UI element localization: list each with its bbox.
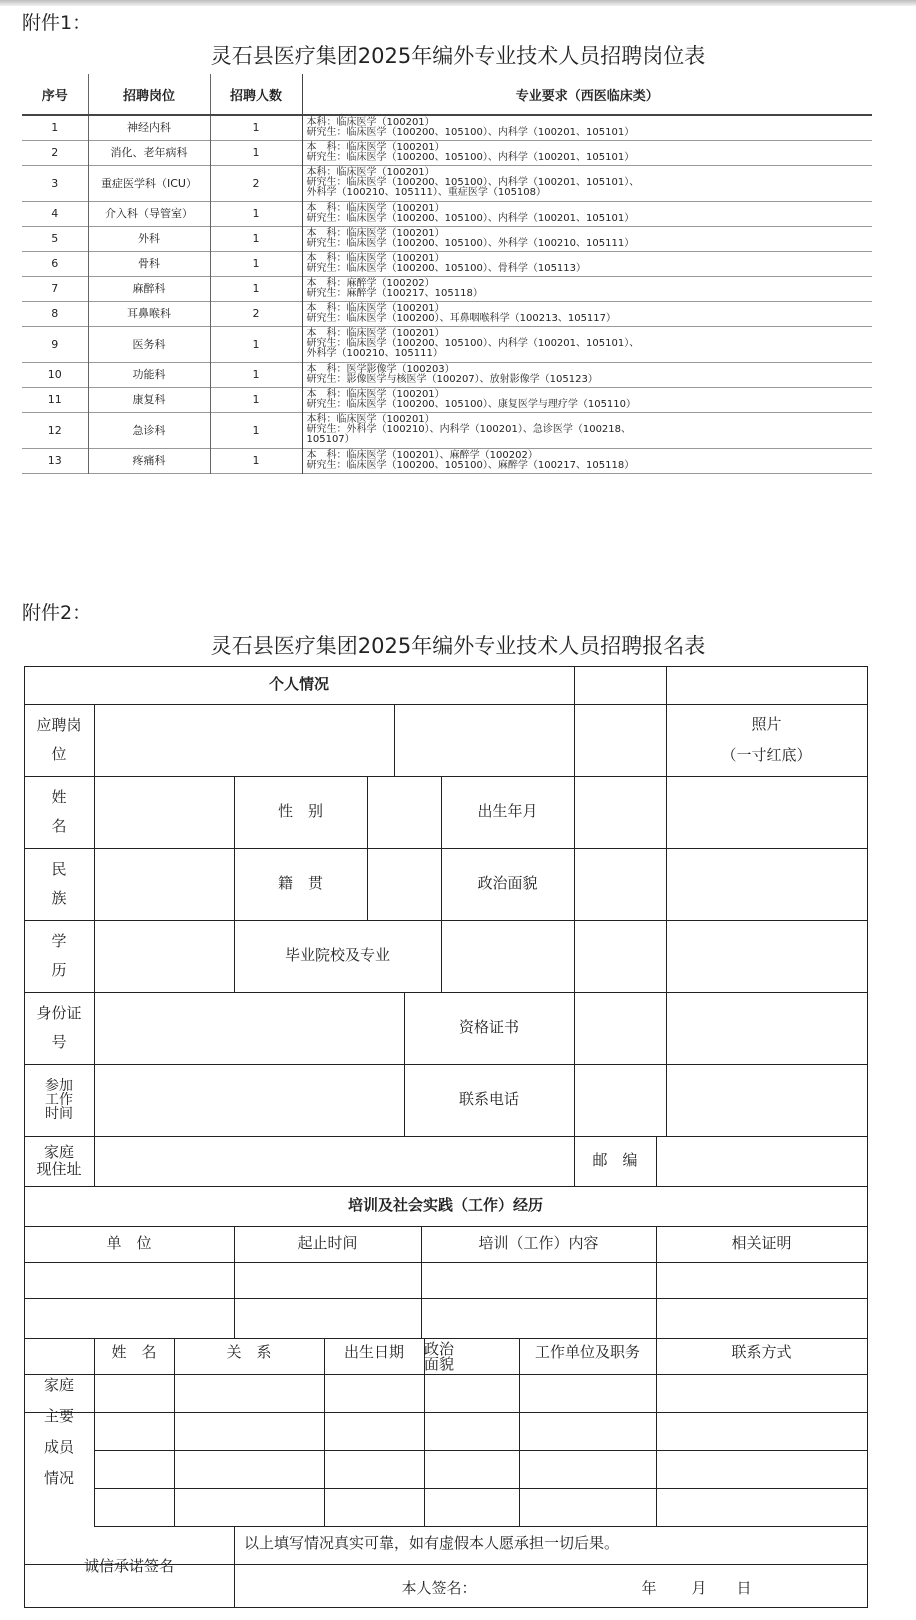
requirement-line: 研究生：临床医学（100200、105100）、内科学（100201、105101）、 [306, 338, 640, 349]
row-post: 医务科 [88, 326, 210, 362]
form-border [867, 666, 868, 1608]
row-post: 疼痛科 [88, 448, 210, 473]
signature-label: 本人签名： [401, 1579, 477, 1598]
table-row [22, 301, 872, 326]
label-part: 族 [51, 889, 67, 907]
requirement-line: 本 科：临床医学（100201） [306, 328, 445, 339]
grid-line [24, 920, 868, 921]
label-part: 政治 [424, 1340, 455, 1358]
row-requirements [302, 362, 872, 387]
row-number: 9 [51, 337, 59, 351]
requirement-line: 本科：临床医学（100201） [306, 414, 435, 425]
row-count: 2 [210, 301, 302, 326]
row-number: 3 [51, 176, 59, 190]
label-part: 家庭 [43, 1375, 74, 1394]
birth-label: 出生年月 [477, 802, 538, 821]
grid-line [574, 666, 575, 777]
name-label [24, 776, 94, 848]
family-col-birth: 出生日期 [343, 1343, 404, 1361]
row-number: 7 [51, 282, 59, 295]
row-number: 12 [47, 423, 62, 437]
training-col-period: 起止时间 [297, 1234, 358, 1253]
row-post: 介入科（导管室） [88, 201, 210, 226]
header-number: 序号 [41, 88, 68, 104]
label-part: 面貌 [424, 1355, 455, 1373]
grid-line [574, 776, 575, 1065]
family-col-contact: 联系方式 [731, 1343, 792, 1361]
requirement-line: 本 科：临床医学（100201） [306, 388, 445, 400]
row-requirements [302, 251, 872, 276]
label-part: 家庭 [43, 1142, 74, 1161]
label-part: 学 [51, 931, 67, 950]
requirement-line: 本 科：临床医学（100201） [306, 227, 445, 239]
row-requirements [302, 326, 872, 362]
requirement-line: 本 科：临床医学（100201） [306, 202, 445, 214]
row-requirements [302, 115, 872, 140]
requirement-line: 本 科：医学影像学（100203） [306, 363, 455, 375]
training-col-proof: 相关证明 [731, 1234, 792, 1253]
row-count: 1 [210, 276, 302, 301]
row-number: 13 [47, 454, 62, 467]
row-requirements [302, 226, 872, 251]
label-part: 位 [51, 745, 67, 763]
registration-form [24, 666, 867, 1607]
requirement-line: 研究生：临床医学（100200、105100）、康复医学与理疗学（105110） [306, 398, 637, 410]
grid-line [94, 1374, 868, 1375]
window-top-edge [0, 0, 916, 6]
row-post: 神经内科 [88, 115, 210, 140]
table-row [22, 362, 872, 387]
attachment1-title: 灵石县医疗集团2025年编外专业技术人员招聘岗位表 [210, 44, 706, 68]
grid-line [94, 1488, 868, 1489]
applied-post-label [24, 704, 94, 776]
requirement-line: 本科：临床医学（100201） [306, 116, 435, 128]
requirement-line: 外科学（100210、105111）、重症医学（105108） [306, 187, 547, 198]
id-number-label [24, 992, 94, 1064]
row-count: 1 [210, 326, 302, 362]
row-number: 5 [51, 232, 59, 245]
day-label: 日 [736, 1579, 752, 1598]
label-part: 成员 [43, 1438, 74, 1456]
requirement-line: 研究生：临床医学（100200、105100）、内科学（100201、105101） [306, 151, 635, 163]
row-post: 康复科 [88, 387, 210, 412]
label-part: 现住址 [36, 1160, 82, 1178]
row-post: 消化、老年病科 [88, 140, 210, 165]
row-number: 11 [47, 393, 62, 406]
label-part: 号 [51, 1033, 67, 1051]
label-part: 工作 [45, 1092, 73, 1108]
grid-line [574, 1064, 575, 1137]
table-row [22, 326, 872, 362]
gender-label: 性 别 [277, 802, 323, 821]
grid-line [94, 1450, 868, 1451]
requirement-line: 本科：临床医学（100201） [306, 167, 435, 178]
row-post: 耳鼻喉科 [88, 301, 210, 326]
table-row [22, 251, 872, 276]
attachment2-title: 灵石县医疗集团2025年编外专业技术人员招聘报名表 [210, 634, 706, 658]
family-members-label [24, 1338, 94, 1526]
label-part: 历 [51, 961, 67, 979]
table-header-row [22, 74, 872, 115]
requirement-line: 研究生：临床医学（100200）、耳鼻咽喉科学（100213、105117） [306, 312, 617, 324]
education-label [24, 920, 94, 992]
table-row [22, 115, 872, 140]
family-col-political [424, 1338, 519, 1374]
phone-label: 联系电话 [458, 1090, 519, 1109]
ethnicity-label [24, 848, 94, 920]
requirement-line: 研究生：影像医学与核医学（100207）、放射影像学（105123） [306, 373, 598, 385]
work-start-label [24, 1064, 94, 1136]
table-row [22, 448, 872, 473]
row-requirements [302, 201, 872, 226]
label-part: 应聘岗 [36, 715, 82, 734]
row-post: 急诊科 [88, 412, 210, 448]
label-part: 主要 [43, 1406, 74, 1425]
row-number: 1 [51, 121, 59, 135]
grid-line [367, 776, 368, 921]
label-part: 时间 [45, 1106, 73, 1122]
requirement-line: 本 科：临床医学（100201） [306, 302, 445, 314]
table-row [22, 387, 872, 412]
row-count: 1 [210, 251, 302, 276]
requirement-line: 研究生：麻醉学（100217、105118） [306, 287, 483, 299]
row-count: 1 [210, 201, 302, 226]
label-part: 身份证 [36, 1003, 82, 1022]
grid-line [94, 704, 95, 1187]
requirement-line: 研究生：临床医学（100200、105100）、内科学（100201、105101） [306, 212, 635, 224]
training-header: 培训及社会实践（工作）经历 [347, 1196, 543, 1215]
row-requirements [302, 140, 872, 165]
table-row [22, 226, 872, 251]
table-row [22, 201, 872, 226]
requirement-line: 105107） [306, 434, 355, 445]
requirement-line: 本 科：临床医学（100201）、麻醉学（100202） [306, 449, 538, 461]
row-number: 2 [51, 146, 59, 159]
requirement-line: 研究生：临床医学（100200、105100）、内科学（100201、105101）、 [306, 177, 640, 188]
row-count: 1 [210, 226, 302, 251]
table-row [22, 140, 872, 165]
photo-text: 照片 [751, 714, 782, 733]
label-part: 姓 [51, 787, 67, 806]
row-requirements [302, 165, 872, 201]
row-requirements [302, 387, 872, 412]
row-requirements [302, 276, 872, 301]
recruitment-positions-table [22, 74, 872, 474]
row-requirements [302, 412, 872, 448]
photo-note: （一寸红底） [721, 746, 812, 764]
grid-line [24, 1262, 868, 1263]
header-requirements: 专业要求（西医临床类） [302, 74, 872, 115]
grid-line [394, 704, 395, 777]
label-part: 情况 [43, 1469, 74, 1488]
requirement-line: 研究生：临床医学（100200、105100）、骨科学（105113） [306, 262, 587, 274]
pledge-text: 以上填写情况真实可靠，如有虚假本人愿承担一切后果。 [244, 1534, 620, 1553]
pledge-label: 诚信承诺签名 [83, 1556, 174, 1575]
requirement-line: 研究生：临床医学（100200、105100）、麻醉学（100217、105118） [306, 459, 635, 471]
family-col-work: 工作单位及职务 [534, 1343, 640, 1361]
address-label [24, 1136, 94, 1186]
grid-line [24, 1298, 868, 1299]
attachment1-label: 附件1： [22, 12, 92, 34]
school-major-label: 毕业院校及专业 [284, 946, 390, 965]
row-requirements [302, 301, 872, 326]
training-col-content: 培训（工作）内容 [478, 1234, 599, 1253]
row-number: 10 [47, 368, 62, 381]
requirement-line: 本 科：麻醉学（100202） [306, 277, 435, 289]
row-count: 1 [210, 362, 302, 387]
row-post: 外科 [88, 226, 210, 251]
row-count: 1 [210, 387, 302, 412]
grid-line [24, 1412, 868, 1413]
family-col-name: 姓 名 [111, 1343, 157, 1361]
row-requirements [302, 448, 872, 473]
requirement-line: 外科学（100210、105111） [306, 348, 443, 359]
family-col-relation: 关 系 [226, 1343, 272, 1361]
row-post: 功能科 [88, 362, 210, 387]
row-count: 2 [210, 165, 302, 201]
row-number: 4 [51, 207, 59, 220]
native-place-label: 籍 贯 [277, 874, 323, 893]
grid-line [24, 1136, 868, 1137]
postcode-label: 邮 编 [592, 1151, 638, 1170]
positions-table-body [22, 115, 872, 473]
row-count: 1 [210, 140, 302, 165]
label-part: 民 [51, 859, 67, 878]
row-count: 1 [210, 448, 302, 473]
grid-line [656, 1136, 657, 1187]
row-post: 骨科 [88, 251, 210, 276]
form-border [24, 1607, 868, 1608]
personal-info-header: 个人情况 [268, 675, 329, 694]
requirement-line: 本 科：临床医学（100201） [306, 252, 445, 264]
training-col-unit: 单 位 [106, 1234, 152, 1253]
table-row [22, 276, 872, 301]
label-part: 名 [51, 817, 67, 835]
requirement-line: 研究生：临床医学（100200、105100）、外科学（100210、105111） [306, 237, 635, 249]
year-label: 年 [641, 1579, 657, 1598]
photo-label [666, 704, 867, 776]
requirement-line: 研究生：临床医学（100200、105100）、内科学（100201、105101） [306, 126, 635, 138]
row-post: 麻醉科 [88, 276, 210, 301]
month-label: 月 [691, 1579, 707, 1598]
political-status-label: 政治面貌 [477, 874, 538, 893]
table-row [22, 412, 872, 448]
grid-line [234, 1526, 235, 1608]
header-post: 招聘岗位 [88, 74, 210, 115]
row-number: 6 [51, 257, 59, 270]
requirement-line: 研究生：外科学（100210）、内科学（100201）、急诊医学（100218、 [306, 424, 632, 435]
table-row [22, 165, 872, 201]
header-count: 招聘人数 [210, 74, 302, 115]
qualification-label: 资格证书 [458, 1018, 519, 1037]
row-count: 1 [210, 115, 302, 140]
attachment2-label: 附件2： [22, 602, 92, 624]
row-count: 1 [210, 412, 302, 448]
row-post: 重症医学科（ICU） [88, 165, 210, 201]
row-number: 8 [51, 307, 59, 320]
requirement-line: 本 科：临床医学（100201） [306, 141, 445, 153]
label-part: 参加 [45, 1078, 73, 1094]
